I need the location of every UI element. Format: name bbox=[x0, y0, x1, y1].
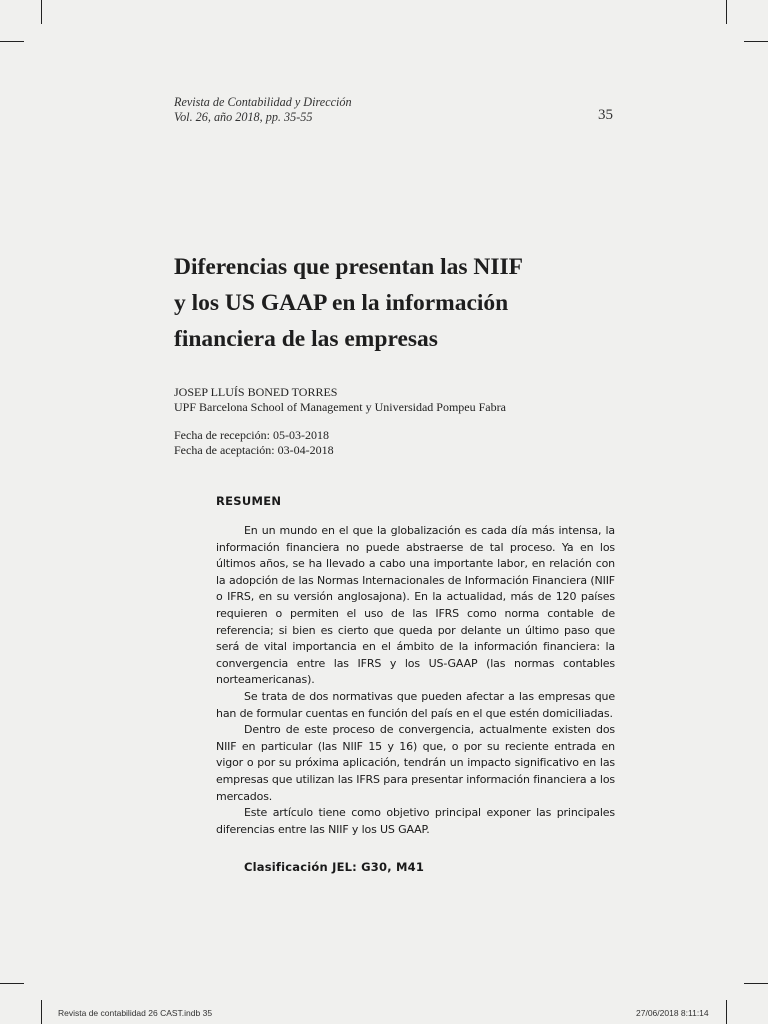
article-title bbox=[174, 249, 614, 357]
author-block bbox=[174, 385, 506, 415]
page-number: 35 bbox=[598, 107, 613, 123]
crop-mark-bottom-right-horizontal bbox=[744, 983, 768, 984]
crop-mark-top-left-horizontal bbox=[0, 41, 24, 42]
abstract-heading: RESUMEN bbox=[216, 494, 282, 508]
received-date: Fecha de recepción: 05-03-2018 bbox=[174, 428, 329, 442]
abstract-paragraph: Este artículo tiene como objetivo principal exponer las principales diferencias entre las NIIF y los US GAAP. bbox=[216, 806, 615, 836]
crop-mark-top-right-vertical bbox=[726, 0, 727, 24]
abstract-section bbox=[216, 494, 615, 875]
abstract-paragraph: En un mundo en el que la globalización es cada día más intensa, la información financiera no puede abstraerse de tal proceso. Ya en los últimos años, se ha llevado a cabo una importante labor, en relación con la adopción de las Normas Internacionales de Información Financiera (NIIF o IFRS, en su versión anglosajona). En la actualidad, más de 120 países requieren o permiten el uso de las IFRS como norma contable de referencia; si bien es cierto que queda por delante un último paso que será de vital importancia en el ámbito de la información financiera: la convergencia entre las IFRS y los US-GAAP (las normas contables norteamericanas). bbox=[216, 524, 615, 687]
journal-volume: Vol. 26, año 2018, pp. 35-55 bbox=[174, 110, 313, 124]
journal-name: Revista de Contabilidad y Dirección bbox=[174, 95, 352, 109]
crop-mark-bottom-right-vertical bbox=[726, 1000, 727, 1024]
abstract-paragraph: Dentro de este proceso de convergencia, actualmente existen dos NIIF en particular (las NIIF 15 y 16) que, o por su reciente entrada en vigor o por su próxima aplicación, tendrán un impacto significativo en las empresas que utilizan las IFRS para presentar información financiera a los mercados. bbox=[216, 723, 615, 803]
author-affiliation: UPF Barcelona School of Management y Universidad Pompeu Fabra bbox=[174, 400, 506, 414]
title-line: y los US GAAP en la información bbox=[174, 290, 509, 316]
journal-header bbox=[174, 95, 352, 125]
crop-mark-top-left-vertical bbox=[41, 0, 42, 24]
crop-mark-bottom-left-horizontal bbox=[0, 983, 24, 984]
accepted-date: Fecha de aceptación: 03-04-2018 bbox=[174, 443, 334, 457]
jel-classification: Clasificación JEL: G30, M41 bbox=[244, 860, 425, 875]
crop-mark-top-right-horizontal bbox=[744, 41, 768, 42]
print-timestamp: 27/06/2018 8:11:14 bbox=[636, 1008, 709, 1018]
title-line: financiera de las empresas bbox=[174, 326, 438, 352]
title-line: Diferencias que presentan las NIIF bbox=[174, 254, 524, 280]
crop-mark-bottom-left-vertical bbox=[41, 1000, 42, 1024]
abstract-paragraph: Se trata de dos normativas que pueden afectar a las empresas que han de formular cuentas en función del país en el que estén domiciliadas. bbox=[216, 689, 615, 720]
author-name: JOSEP LLUÍS BONED TORRES bbox=[174, 385, 338, 399]
print-file-name: Revista de contabilidad 26 CAST.indb 35 bbox=[58, 1008, 213, 1018]
dates-block bbox=[174, 428, 334, 458]
